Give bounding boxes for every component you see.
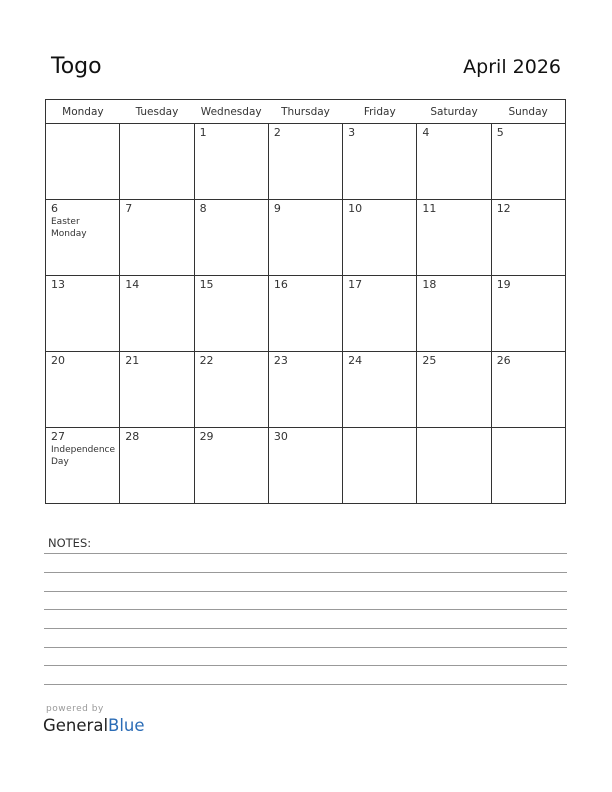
calendar-day-cell bbox=[120, 428, 194, 504]
calendar-day-cell bbox=[268, 200, 342, 276]
weekday-saturday: Saturday bbox=[417, 100, 491, 124]
note-line bbox=[44, 647, 567, 648]
calendar-day-cell bbox=[491, 276, 565, 352]
calendar-day-cell bbox=[46, 124, 120, 200]
calendar-day-cell bbox=[120, 124, 194, 200]
weekday-thursday: Thursday bbox=[268, 100, 342, 124]
calendar-week-row bbox=[46, 352, 566, 428]
brand-general: General bbox=[43, 716, 109, 735]
note-line bbox=[44, 591, 567, 592]
note-line bbox=[44, 628, 567, 629]
calendar-day-cell bbox=[491, 352, 565, 428]
day-number: 18 bbox=[422, 278, 437, 291]
day-number: 11 bbox=[422, 202, 437, 215]
calendar-day-cell bbox=[343, 200, 417, 276]
brand-logo bbox=[43, 716, 145, 735]
weekday-header-row bbox=[46, 100, 566, 124]
day-number: 21 bbox=[125, 354, 140, 367]
calendar-day-cell bbox=[268, 124, 342, 200]
note-line bbox=[44, 609, 567, 610]
day-number: 29 bbox=[199, 430, 214, 443]
weekday-tuesday: Tuesday bbox=[120, 100, 194, 124]
day-number: 13 bbox=[51, 278, 65, 291]
calendar-day-cell bbox=[120, 276, 194, 352]
holiday-label: Easter Monday bbox=[51, 217, 87, 239]
calendar-week-row bbox=[46, 200, 566, 276]
powered-by-text: powered by bbox=[46, 704, 104, 714]
calendar-grid bbox=[45, 99, 566, 504]
country-title: Togo bbox=[51, 54, 102, 79]
note-line bbox=[44, 665, 567, 666]
day-number: 30 bbox=[273, 430, 288, 443]
day-number: 4 bbox=[422, 126, 430, 139]
calendar-day-cell bbox=[491, 200, 565, 276]
day-number: 17 bbox=[348, 278, 363, 291]
calendar-day-cell bbox=[194, 124, 268, 200]
calendar-day-cell bbox=[46, 276, 120, 352]
calendar-day-cell bbox=[268, 428, 342, 504]
calendar-day-cell bbox=[268, 352, 342, 428]
calendar-day-cell bbox=[46, 352, 120, 428]
note-line bbox=[44, 684, 567, 685]
calendar-day-cell bbox=[491, 124, 565, 200]
day-number: 22 bbox=[199, 354, 214, 367]
calendar-week-row bbox=[46, 428, 566, 504]
note-line bbox=[44, 553, 567, 554]
day-number: 16 bbox=[273, 278, 288, 291]
day-number: 10 bbox=[348, 202, 363, 215]
day-number: 20 bbox=[51, 354, 65, 367]
calendar-day-cell bbox=[343, 124, 417, 200]
calendar-day-cell bbox=[491, 428, 565, 504]
calendar-day-cell bbox=[120, 352, 194, 428]
day-number: 8 bbox=[199, 202, 207, 215]
day-number: 7 bbox=[125, 202, 133, 215]
notes-label: NOTES: bbox=[48, 536, 92, 550]
calendar-day-cell bbox=[46, 428, 120, 504]
brand-blue: Blue bbox=[108, 716, 145, 735]
calendar-day-cell bbox=[417, 124, 491, 200]
day-number: 24 bbox=[348, 354, 363, 367]
day-number: 3 bbox=[348, 126, 356, 139]
calendar-day-cell bbox=[194, 352, 268, 428]
calendar-day-cell bbox=[46, 200, 120, 276]
calendar-day-cell bbox=[343, 276, 417, 352]
day-number: 15 bbox=[199, 278, 214, 291]
calendar-week-row bbox=[46, 276, 566, 352]
weekday-wednesday: Wednesday bbox=[194, 100, 268, 124]
calendar-day-cell bbox=[417, 428, 491, 504]
day-number: 26 bbox=[496, 354, 511, 367]
holiday-label: Independence Day bbox=[51, 445, 116, 467]
day-number: 2 bbox=[273, 126, 281, 139]
calendar-day-cell bbox=[343, 428, 417, 504]
calendar-day-cell bbox=[343, 352, 417, 428]
day-number: 1 bbox=[199, 126, 207, 139]
calendar-day-cell bbox=[417, 352, 491, 428]
weekday-friday: Friday bbox=[343, 100, 417, 124]
day-number: 5 bbox=[496, 126, 504, 139]
calendar-day-cell bbox=[417, 200, 491, 276]
calendar-day-cell bbox=[268, 276, 342, 352]
calendar-day-cell bbox=[194, 428, 268, 504]
day-number: 27 bbox=[51, 430, 65, 443]
note-line bbox=[44, 572, 567, 573]
day-number: 23 bbox=[273, 354, 288, 367]
day-number: 14 bbox=[125, 278, 140, 291]
day-number: 6 bbox=[51, 202, 58, 215]
day-number: 12 bbox=[496, 202, 511, 215]
calendar-day-cell bbox=[194, 200, 268, 276]
weekday-sunday: Sunday bbox=[491, 100, 565, 124]
calendar-day-cell bbox=[194, 276, 268, 352]
calendar-day-cell bbox=[120, 200, 194, 276]
calendar-week-row bbox=[46, 124, 566, 200]
day-number: 19 bbox=[496, 278, 511, 291]
weekday-monday: Monday bbox=[46, 100, 120, 124]
day-number: 25 bbox=[422, 354, 437, 367]
calendar-day-cell bbox=[417, 276, 491, 352]
day-number: 28 bbox=[125, 430, 140, 443]
day-number: 9 bbox=[273, 202, 281, 215]
month-title: April 2026 bbox=[463, 56, 561, 78]
